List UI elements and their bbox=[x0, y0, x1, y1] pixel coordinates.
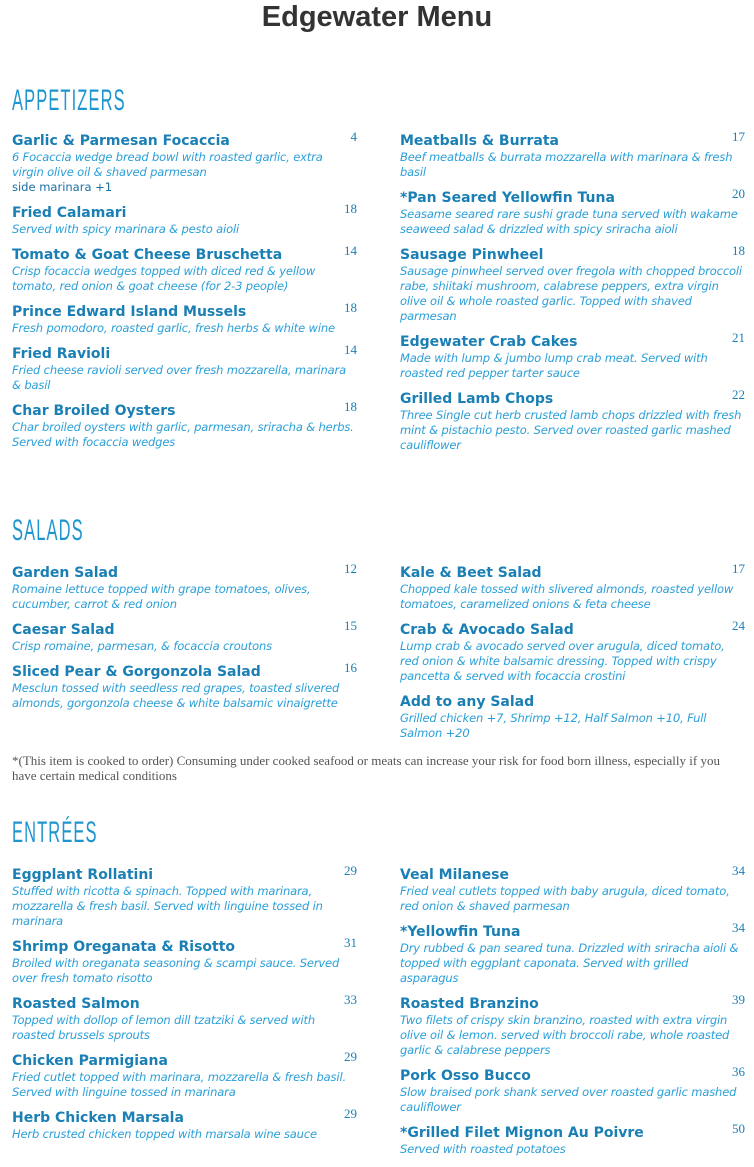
menu-item-name: Herb Chicken Marsala bbox=[12, 1110, 184, 1126]
menu-item bbox=[400, 186, 745, 237]
menu-item-name: Caesar Salad bbox=[12, 622, 115, 638]
menu-item bbox=[400, 618, 745, 684]
menu-item-price: 21 bbox=[732, 330, 745, 345]
menu-item-price: 15 bbox=[344, 618, 357, 633]
entrees-left-column bbox=[12, 863, 357, 1152]
menu-item-description: 6 Focaccia wedge bread bowl with roasted garlic, extra virgin olive oil & shaved parmesan bbox=[12, 150, 323, 179]
menu-item-name: Garlic & Parmesan Focaccia bbox=[12, 133, 230, 149]
menu-item-description: Two filets of crispy skin branzino, roasted with extra virgin olive oil & lemon. served with broccoli rabe, whole roasted garlic & calabrese peppers bbox=[400, 1013, 730, 1057]
menu-item-name: *Pan Seared Yellowfin Tuna bbox=[400, 190, 615, 206]
menu-item-description: Mesclun tossed with seedless red grapes, toasted slivered almonds, gorgonzola cheese & white balsamic vinaigrette bbox=[12, 681, 340, 710]
menu-item bbox=[12, 129, 357, 195]
menu-item-price: 29 bbox=[344, 863, 357, 878]
disclaimer-note: *(This item is cooked to order) Consuming under cooked seafood or meats can increase your risk for food born illness, especially if you have certain medical conditions bbox=[12, 753, 720, 783]
menu-item-description: Crisp romaine, parmesan, & focaccia croutons bbox=[12, 639, 272, 653]
menu-item-description: Romaine lettuce topped with grape tomatoes, olives, cucumber, carrot & red onion bbox=[12, 582, 311, 611]
menu-item-name: Crab & Avocado Salad bbox=[400, 622, 574, 638]
section-heading-entrees: ENTRÉES bbox=[12, 816, 98, 849]
menu-item bbox=[400, 387, 745, 453]
menu-item-price: 17 bbox=[732, 129, 745, 144]
menu-item bbox=[12, 660, 357, 711]
menu-item bbox=[12, 399, 357, 450]
menu-item-name: Sausage Pinwheel bbox=[400, 247, 544, 263]
menu-item bbox=[400, 129, 745, 180]
menu-item bbox=[400, 1064, 745, 1115]
menu-item bbox=[12, 992, 357, 1043]
menu-item bbox=[400, 863, 745, 914]
menu-item-description: Topped with dollop of lemon dill tzatziki & served with roasted brussels sprouts bbox=[12, 1013, 316, 1042]
menu-item bbox=[12, 561, 357, 612]
menu-item-price: 34 bbox=[732, 920, 745, 935]
entrees-right-column bbox=[400, 863, 745, 1167]
menu-item bbox=[12, 243, 357, 294]
menu-item-price: 18 bbox=[732, 243, 745, 258]
menu-item-description: Dry rubbed & pan seared tuna. Drizzled with sriracha aioli & topped with eggplant caponata. Served with grilled asparagus bbox=[400, 941, 739, 985]
menu-item-name: Shrimp Oreganata & Risotto bbox=[12, 939, 236, 955]
menu-item-price: 17 bbox=[732, 561, 745, 576]
menu-item-price: 12 bbox=[344, 561, 357, 576]
menu-item-name: Char Broiled Oysters bbox=[12, 403, 176, 419]
appetizers-right-column bbox=[400, 129, 745, 463]
menu-item-price: 16 bbox=[344, 660, 357, 675]
menu-item-description: Char broiled oysters with garlic, parmesan, sriracha & herbs. Served with focaccia wedges bbox=[12, 420, 354, 449]
menu-item bbox=[12, 1106, 357, 1142]
menu-item-description: Fried veal cutlets topped with baby arugula, diced tomato, red onion & shaved parmesan bbox=[400, 884, 730, 913]
section-heading-appetizers: APPETIZERS bbox=[12, 84, 126, 117]
menu-item-price: 18 bbox=[344, 399, 357, 414]
menu-item-description: Made with lump & jumbo lump crab meat. Served with roasted red pepper tarter sauce bbox=[400, 351, 708, 380]
menu-item-description: Served with roasted potatoes bbox=[400, 1142, 566, 1156]
menu-item bbox=[400, 694, 743, 741]
menu-item-description: Stuffed with ricotta & spinach. Topped with marinara, mozzarella & fresh basil. Served with linguine tossed in marinara bbox=[12, 884, 323, 928]
menu-item-description: Fried cheese ravioli served over fresh mozzarella, marinara & basil bbox=[12, 363, 346, 392]
menu-item-price: 29 bbox=[344, 1106, 357, 1121]
menu-item bbox=[400, 1121, 745, 1157]
menu-item-description: Lump crab & avocado served over arugula, diced tomato, red onion & white balsamic dressing. Topped with crispy pancetta & served with focaccia crostini bbox=[400, 639, 725, 683]
menu-item-price: 24 bbox=[732, 618, 745, 633]
menu-item bbox=[12, 300, 357, 336]
menu-item-name: Tomato & Goat Cheese Bruschetta bbox=[12, 247, 283, 263]
salads-right-column bbox=[400, 561, 745, 751]
menu-item-name: Eggplant Rollatini bbox=[12, 867, 154, 883]
appetizers-left-column bbox=[12, 129, 357, 460]
menu-item-name: Garden Salad bbox=[12, 565, 118, 581]
menu-item bbox=[400, 561, 745, 612]
menu-item-description: Chopped kale tossed with slivered almonds, roasted yellow tomatoes, caramelized onions & feta cheese bbox=[400, 582, 734, 611]
section-heading-salads: SALADS bbox=[12, 514, 84, 547]
menu-item bbox=[12, 935, 357, 986]
menu-item bbox=[400, 330, 745, 381]
menu-item-price: 31 bbox=[344, 935, 357, 950]
menu-item-name: Roasted Branzino bbox=[400, 996, 539, 1012]
menu-item bbox=[12, 618, 357, 654]
menu-item bbox=[400, 920, 745, 986]
menu-item-name: Edgewater Crab Cakes bbox=[400, 334, 578, 350]
menu-item-price: 18 bbox=[344, 201, 357, 216]
menu-item-price: 22 bbox=[732, 387, 745, 402]
menu-item bbox=[12, 201, 357, 237]
menu-item-price: 33 bbox=[344, 992, 357, 1007]
menu-item-name: *Yellowfin Tuna bbox=[400, 924, 521, 940]
menu-item-name: Sliced Pear & Gorgonzola Salad bbox=[12, 664, 261, 680]
menu-item-description: Crisp focaccia wedges topped with diced red & yellow tomato, red onion & goat cheese (for 2-3 people) bbox=[12, 264, 316, 293]
menu-item-name: *Grilled Filet Mignon Au Poivre bbox=[400, 1125, 644, 1141]
menu-item-name: Fried Ravioli bbox=[12, 346, 111, 362]
menu-item-name: Roasted Salmon bbox=[12, 996, 140, 1012]
menu-item bbox=[12, 1049, 357, 1100]
menu-item-description: Served with spicy marinara & pesto aioli bbox=[12, 222, 240, 236]
menu-item-price: 18 bbox=[344, 300, 357, 315]
menu-item bbox=[400, 243, 745, 324]
menu-item-price: 39 bbox=[732, 992, 745, 1007]
menu-item-name: Fried Calamari bbox=[12, 205, 127, 221]
menu-item-price: 20 bbox=[732, 186, 745, 201]
menu-item bbox=[12, 863, 357, 929]
menu-item-name: Grilled Lamb Chops bbox=[400, 391, 554, 407]
salads-left-column bbox=[12, 561, 357, 721]
menu-item-name: Kale & Beet Salad bbox=[400, 565, 542, 581]
menu-item-price: 34 bbox=[732, 863, 745, 878]
menu-item-name: Veal Milanese bbox=[400, 867, 509, 883]
menu-item-price: 4 bbox=[350, 129, 357, 144]
menu-item-name: Meatballs & Burrata bbox=[400, 133, 559, 149]
menu-item-price: 36 bbox=[732, 1064, 745, 1079]
menu-item-name: Chicken Parmigiana bbox=[12, 1053, 168, 1069]
menu-item-description: Grilled chicken +7, Shrimp +12, Half Salmon +10, Full Salmon +20 bbox=[400, 711, 707, 740]
menu-item-description: Fried cutlet topped with marinara, mozzarella & fresh basil. Served with linguine tossed in marinara bbox=[12, 1070, 346, 1099]
menu-item-name: Pork Osso Bucco bbox=[400, 1068, 531, 1084]
menu-item-name: Prince Edward Island Mussels bbox=[12, 304, 247, 320]
menu-item-name: Add to any Salad bbox=[400, 694, 535, 710]
menu-item-description: Sausage pinwheel served over fregola with chopped broccoli rabe, shiitaki mushroom, calabrese peppers, extra virgin olive oil & whole roasted garlic. Topped with shaved parmesan bbox=[400, 264, 742, 323]
menu-item-description: Beef meatballs & burrata mozzarella with marinara & fresh basil bbox=[400, 150, 733, 179]
menu-item-description: Seasame seared rare sushi grade tuna served with wakame seaweed salad & drizzled with spicy sriracha aioli bbox=[400, 207, 738, 236]
menu-item-description: Fresh pomodoro, roasted garlic, fresh herbs & white wine bbox=[12, 321, 335, 335]
menu-item bbox=[400, 992, 745, 1058]
menu-item-description: Herb crusted chicken topped with marsala wine sauce bbox=[12, 1127, 317, 1141]
menu-item bbox=[12, 342, 357, 393]
menu-item-extra: side marinara +1 bbox=[12, 180, 113, 194]
menu-item-description: Broiled with oreganata seasoning & scampi sauce. Served over fresh tomato risotto bbox=[12, 956, 340, 985]
menu-title: Edgewater Menu bbox=[261, 1, 493, 33]
menu-item-price: 50 bbox=[732, 1121, 745, 1136]
menu-item-description: Slow braised pork shank served over roasted garlic mashed cauliflower bbox=[400, 1085, 737, 1114]
menu-item-price: 14 bbox=[344, 342, 357, 357]
menu-item-description: Three Single cut herb crusted lamb chops drizzled with fresh mint & pistachio pesto. Served over roasted garlic mashed cauliflower bbox=[400, 408, 742, 452]
menu-item-price: 29 bbox=[344, 1049, 357, 1064]
menu-item-price: 14 bbox=[344, 243, 357, 258]
